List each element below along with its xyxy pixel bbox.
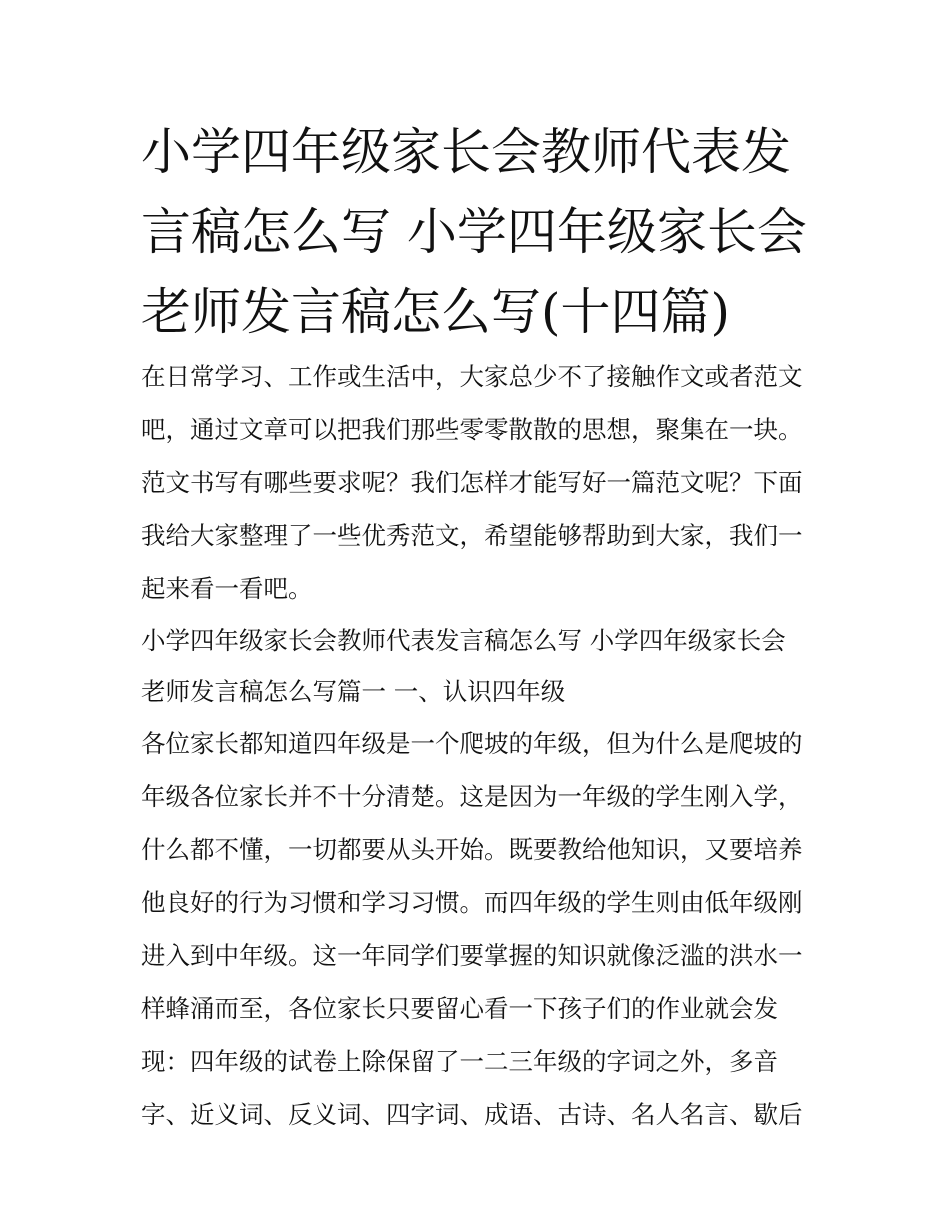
heading-line: 小学四年级家长会教师代表发言稿怎么写 小学四年级家长会: [141, 626, 786, 655]
text-line: 年级各位家长并不十分清楚。这是因为一年级的学生刚入学，: [141, 782, 803, 811]
text-line: 在日常学习、工作或生活中，大家总少不了接触作文或者范文: [141, 362, 803, 391]
text-line: 什么都不懂，一切都要从头开始。既要教给他知识，又要培养: [141, 835, 803, 864]
document-body: [141, 350, 821, 1141]
title-line: 小学四年级家长会教师代表发: [141, 123, 791, 181]
heading-line: 老师发言稿怎么写篇一 一、认识四年级: [141, 677, 566, 706]
text-line: 现：四年级的试卷上除保留了一二三年级的字词之外，多音: [141, 1047, 778, 1076]
text-line: 范文书写有哪些要求呢？我们怎样才能写好一篇范文呢？下面: [141, 468, 803, 497]
body-paragraph: [141, 717, 821, 1141]
title-line: 老师发言稿怎么写(十四篇): [141, 283, 731, 341]
text-line: 吧，通过文章可以把我们那些零零散散的思想，聚集在一块。: [141, 415, 803, 444]
section-heading: [141, 615, 821, 717]
text-line: 起来看一看吧。: [141, 574, 313, 603]
text-line: 字、近义词、反义词、四字词、成语、古诗、名人名言、歇后: [141, 1100, 803, 1129]
text-line: 我给大家整理了一些优秀范文，希望能够帮助到大家，我们一: [141, 521, 803, 550]
document-title: [141, 112, 821, 352]
text-line: 进入到中年级。这一年同学们要掌握的知识就像泛滥的洪水一: [141, 941, 803, 970]
text-line: 他良好的行为习惯和学习习惯。而四年级的学生则由低年级刚: [141, 888, 803, 917]
intro-paragraph: [141, 350, 821, 615]
title-line: 言稿怎么写 小学四年级家长会: [141, 203, 807, 261]
text-line: 各位家长都知道四年级是一个爬坡的年级，但为什么是爬坡的: [141, 729, 803, 758]
text-line: 样蜂涌而至，各位家长只要留心看一下孩子们的作业就会发: [141, 994, 778, 1023]
